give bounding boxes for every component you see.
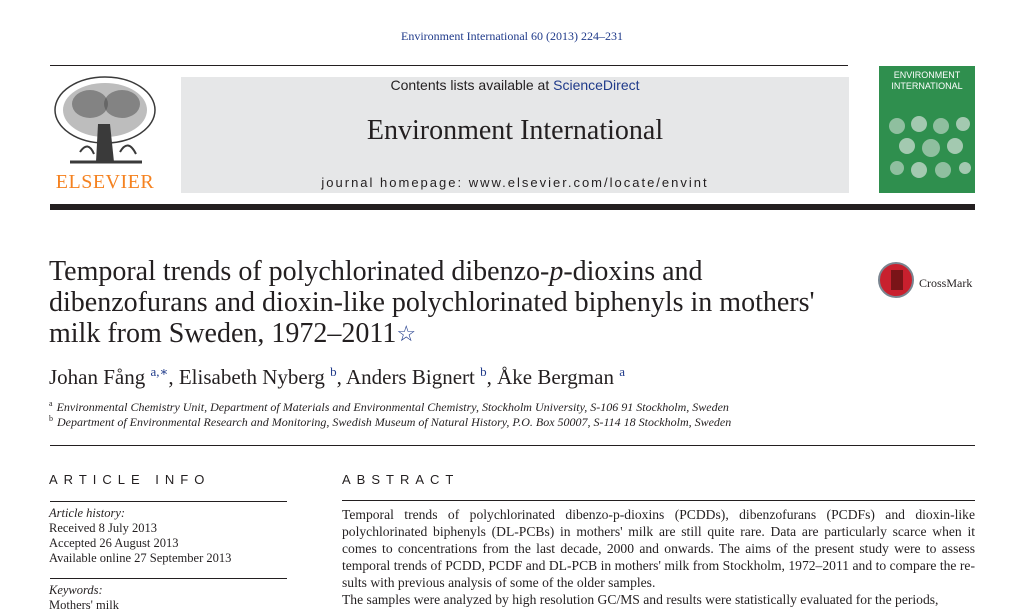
header-thick-divider <box>50 204 975 210</box>
section-divider <box>50 445 975 446</box>
journal-banner <box>181 77 849 193</box>
author-affiliation-mark[interactable]: b <box>480 364 487 379</box>
crossmark-icon <box>878 262 914 298</box>
abstract-body <box>342 506 975 608</box>
publisher-name: ELSEVIER <box>55 171 155 193</box>
author-name[interactable]: Elisabeth Nyberg <box>178 365 325 389</box>
abstract-divider <box>342 500 975 501</box>
cover-art-icon <box>879 66 975 193</box>
article-info-divider <box>50 501 287 502</box>
accepted-date: Accepted 26 August 2013 <box>49 536 179 550</box>
received-date: Received 8 July 2013 <box>49 521 157 535</box>
journal-reference[interactable]: Environment International 60 (2013) 224–231 <box>401 29 623 43</box>
author-separator: , <box>168 365 179 389</box>
author-separator: , <box>336 365 346 389</box>
keywords-label: Keywords: <box>49 583 103 597</box>
cover-title: ENVIRONMENT INTERNATIONAL <box>891 70 963 91</box>
history-label: Article history: <box>49 506 126 520</box>
author-separator: , <box>486 365 498 389</box>
affiliation-text: Environmental Chemistry Unit, Department of Materials and Environmental Chemistry, Stockholm University, S-106 91 Stockholm, Sweden <box>56 400 729 414</box>
crossmark-label: CrossMark <box>919 276 973 290</box>
title-footnote-star-icon[interactable]: ☆ <box>396 321 417 346</box>
keyword-item: Mothers' milk <box>49 598 119 612</box>
keywords-block <box>49 583 119 613</box>
title-part-2: -dioxins and dibenzofurans and dioxin-like polychlorinated biphenyls in mothers' milk from Sweden, 1972–2011 <box>49 256 815 349</box>
author-name[interactable]: Johan Fång <box>49 365 146 389</box>
sciencedirect-link[interactable]: ScienceDirect <box>553 77 640 93</box>
article-title <box>49 256 849 349</box>
affiliation-a <box>49 399 729 415</box>
journal-homepage[interactable]: journal homepage: www.elsevier.com/locate/envint <box>321 175 709 190</box>
article-history <box>49 506 231 566</box>
abstract-heading: ABSTRACT <box>342 472 460 487</box>
crossmark-badge[interactable] <box>878 262 978 302</box>
keywords-divider <box>50 578 287 579</box>
author-list <box>49 364 625 390</box>
author-name[interactable]: Anders Bignert <box>345 365 475 389</box>
abstract-paragraph-2: The samples were analyzed by high resolution GC/MS and results were statistically evaluated for the periods, <box>342 592 939 607</box>
author-affiliation-mark[interactable]: a,∗ <box>150 364 169 379</box>
abstract-paragraph-1: Temporal trends of polychlorinated dibenzo-p-dioxins (PCDDs), dibenzofurans (PCDFs) and dioxin-like polychlorinated biphenyls (DL-PCBs) in mothers' milk are still quite rare. Data are particularly scarce when it comes to concentrations from the last decade, 2000 and onwards. The aims of the present study were to assess temporal trends of PCDD, PCDF and DL-PCB in mothers' milk from Stockholm, 1972–2011 and to compare the re-sults with previous analysis of some of the older samples. <box>342 507 975 590</box>
contents-prefix: Contents lists available at <box>390 77 554 93</box>
contents-line <box>181 77 849 93</box>
title-italic-p: p <box>549 256 564 287</box>
title-part-1: Temporal trends of polychlorinated dibenzo- <box>49 256 550 287</box>
online-date: Available online 27 September 2013 <box>49 551 232 565</box>
journal-cover[interactable] <box>879 66 975 193</box>
article-info-heading: ARTICLE INFO <box>49 472 211 487</box>
affiliation-mark: b <box>49 414 53 423</box>
affiliation-b <box>49 414 731 430</box>
author-name[interactable]: Åke Bergman <box>497 365 614 389</box>
affiliation-text: Department of Environmental Research and Monitoring, Swedish Museum of Natural History, P.O. Box 50007, S-114 18 Stockholm, Sweden <box>57 415 732 429</box>
affiliation-mark: a <box>49 399 53 408</box>
journal-name: Environment International <box>366 115 664 146</box>
elsevier-logo <box>50 74 160 194</box>
author-affiliation-mark[interactable]: a <box>619 364 625 379</box>
author-affiliation-mark[interactable]: b <box>330 364 337 379</box>
top-divider <box>50 65 848 66</box>
elsevier-tree-icon <box>50 74 160 170</box>
